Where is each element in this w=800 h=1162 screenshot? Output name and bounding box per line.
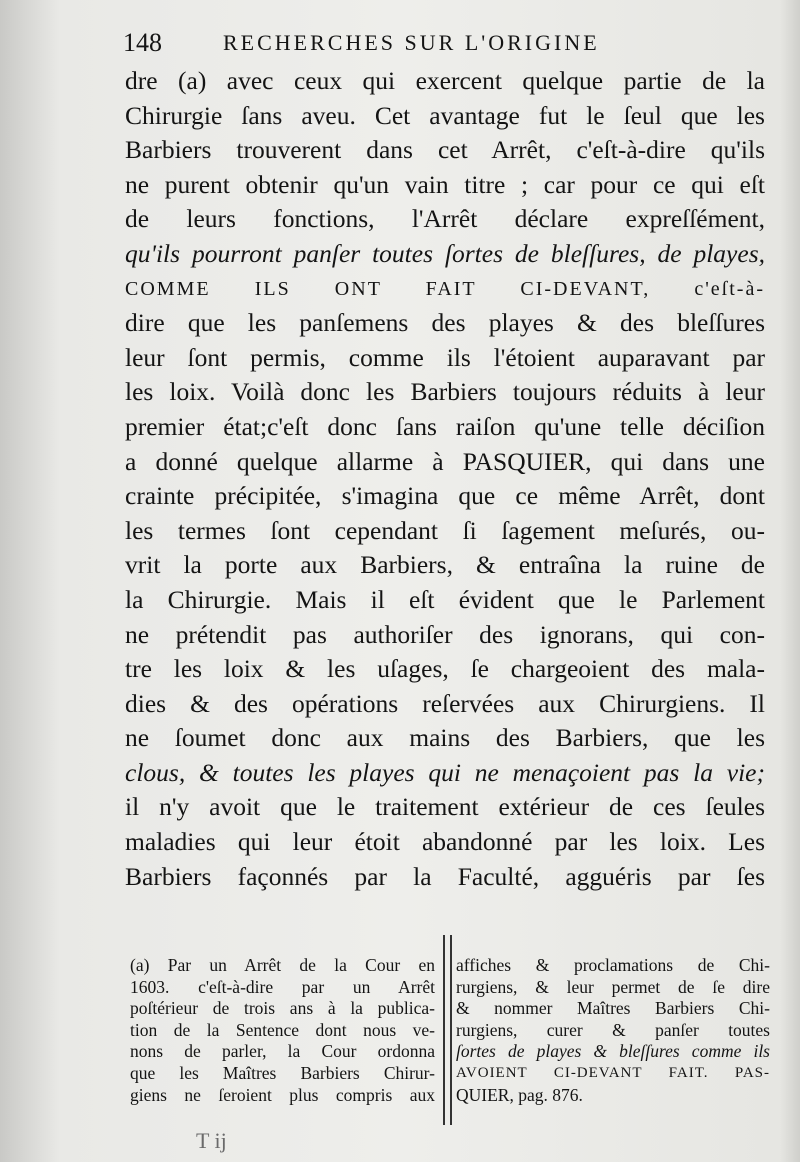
text-line: dre (a) avec ceux qui exercent quelque partie de la xyxy=(125,66,765,95)
text-line: premier état;c'eſt donc ſans raiſon qu'une telle déciſion xyxy=(125,411,765,441)
text-line: la Chirurgie. Mais il eſt évident que le Parlement xyxy=(125,584,765,614)
footnote-line: affiches & proclamations de Chi- xyxy=(456,955,770,975)
footnote-line: rurgiens, curer & panſer toutes xyxy=(456,1019,770,1040)
text-line: tre les loix & les uſages, ſe chargeoient des mala- xyxy=(125,654,765,684)
text-line: de leurs fonctions, l'Arrêt déclare expreſſément, xyxy=(125,204,765,234)
running-head: RECHERCHES SUR L'ORIGINE xyxy=(223,30,600,55)
text-line: clous, & toutes les playes qui ne menaçoient pas la vie; xyxy=(125,757,765,787)
text-line: crainte précipitée, s'imagina que ce même Arrêt, dont xyxy=(125,481,765,511)
text-line: a donné quelque allarme à PASQUIER, qui dans une xyxy=(125,446,765,476)
text-line: ne ſoumet donc aux mains des Barbiers, que les xyxy=(125,723,765,753)
text-line: les termes ſont cependant ſi ſagement meſurés, ou- xyxy=(125,515,765,545)
footnote-line: AVOIENT CI-DEVANT FAIT. PAS- xyxy=(456,1064,770,1081)
text-line: dire que les panſemens des playes & des bleſſures xyxy=(125,308,765,338)
main-text xyxy=(125,64,765,894)
footnote-line: QUIER, pag. 876. xyxy=(456,1084,583,1105)
text-line: COMME ILS ONT FAIT CI-DEVANT, c'eſt-à- xyxy=(125,277,765,300)
footnote-column-right xyxy=(456,955,770,1106)
footnote-line: rurgiens, & leur permet de ſe dire xyxy=(456,976,770,997)
text-line: maladies qui leur étoit abandonné par les loix. Les xyxy=(125,827,765,857)
page-header xyxy=(123,28,783,64)
text-line: il n'y avoit que le traitement extérieur de ces ſeules xyxy=(125,792,765,822)
text-line: les loix. Voilà donc les Barbiers toujours réduits à leur xyxy=(125,377,765,407)
text-line: Barbiers façonnés par la Faculté, agguéris par ſes xyxy=(125,861,765,891)
text-line: Chirurgie ſans aveu. Cet avantage fut le ſeul que les xyxy=(125,100,765,130)
footnote-column-divider xyxy=(443,935,452,1125)
footnote-line: & nommer Maîtres Barbiers Chi- xyxy=(456,998,770,1019)
footnote-column-left xyxy=(130,955,435,1106)
text-line: ne purent obtenir qu'un vain titre ; car pour ce qui eſt xyxy=(125,169,765,199)
text-line: dies & des opérations reſervées aux Chirurgiens. Il xyxy=(125,688,765,718)
footnote-line: tion de la Sentence dont nous ve- xyxy=(130,1019,435,1040)
text-line: vrit la porte aux Barbiers, & entraîna la ruine de xyxy=(125,550,765,580)
footnote-line: nons de parler, la Cour ordonna xyxy=(130,1041,435,1062)
text-line: qu'ils pourront panſer toutes ſortes de bleſſures, de playes, xyxy=(125,238,765,268)
text-line: leur ſont permis, comme ils l'étoient auparavant par xyxy=(125,342,765,372)
signature-mark: T ij xyxy=(196,1128,227,1153)
footnote-line: ſortes de playes & bleſſures comme ils xyxy=(456,1041,770,1062)
footnote-line: que les Maîtres Barbiers Chirur- xyxy=(130,1062,435,1083)
footnote-line: (a) Par un Arrêt de la Cour en xyxy=(130,955,435,975)
page-number: 148 xyxy=(123,28,162,57)
footnote-line: giens ne ſeroient plus compris aux xyxy=(130,1084,435,1105)
footnote-line: poſtérieur de trois ans à la publica- xyxy=(130,998,435,1019)
text-line: ne prétendit pas authoriſer des ignorans, qui con- xyxy=(125,619,765,649)
text-line: Barbiers trouverent dans cet Arrêt, c'eſt-à-dire qu'ils xyxy=(125,135,765,165)
footnote-line: 1603. c'eſt-à-dire par un Arrêt xyxy=(130,976,435,997)
footnotes xyxy=(130,955,770,1125)
